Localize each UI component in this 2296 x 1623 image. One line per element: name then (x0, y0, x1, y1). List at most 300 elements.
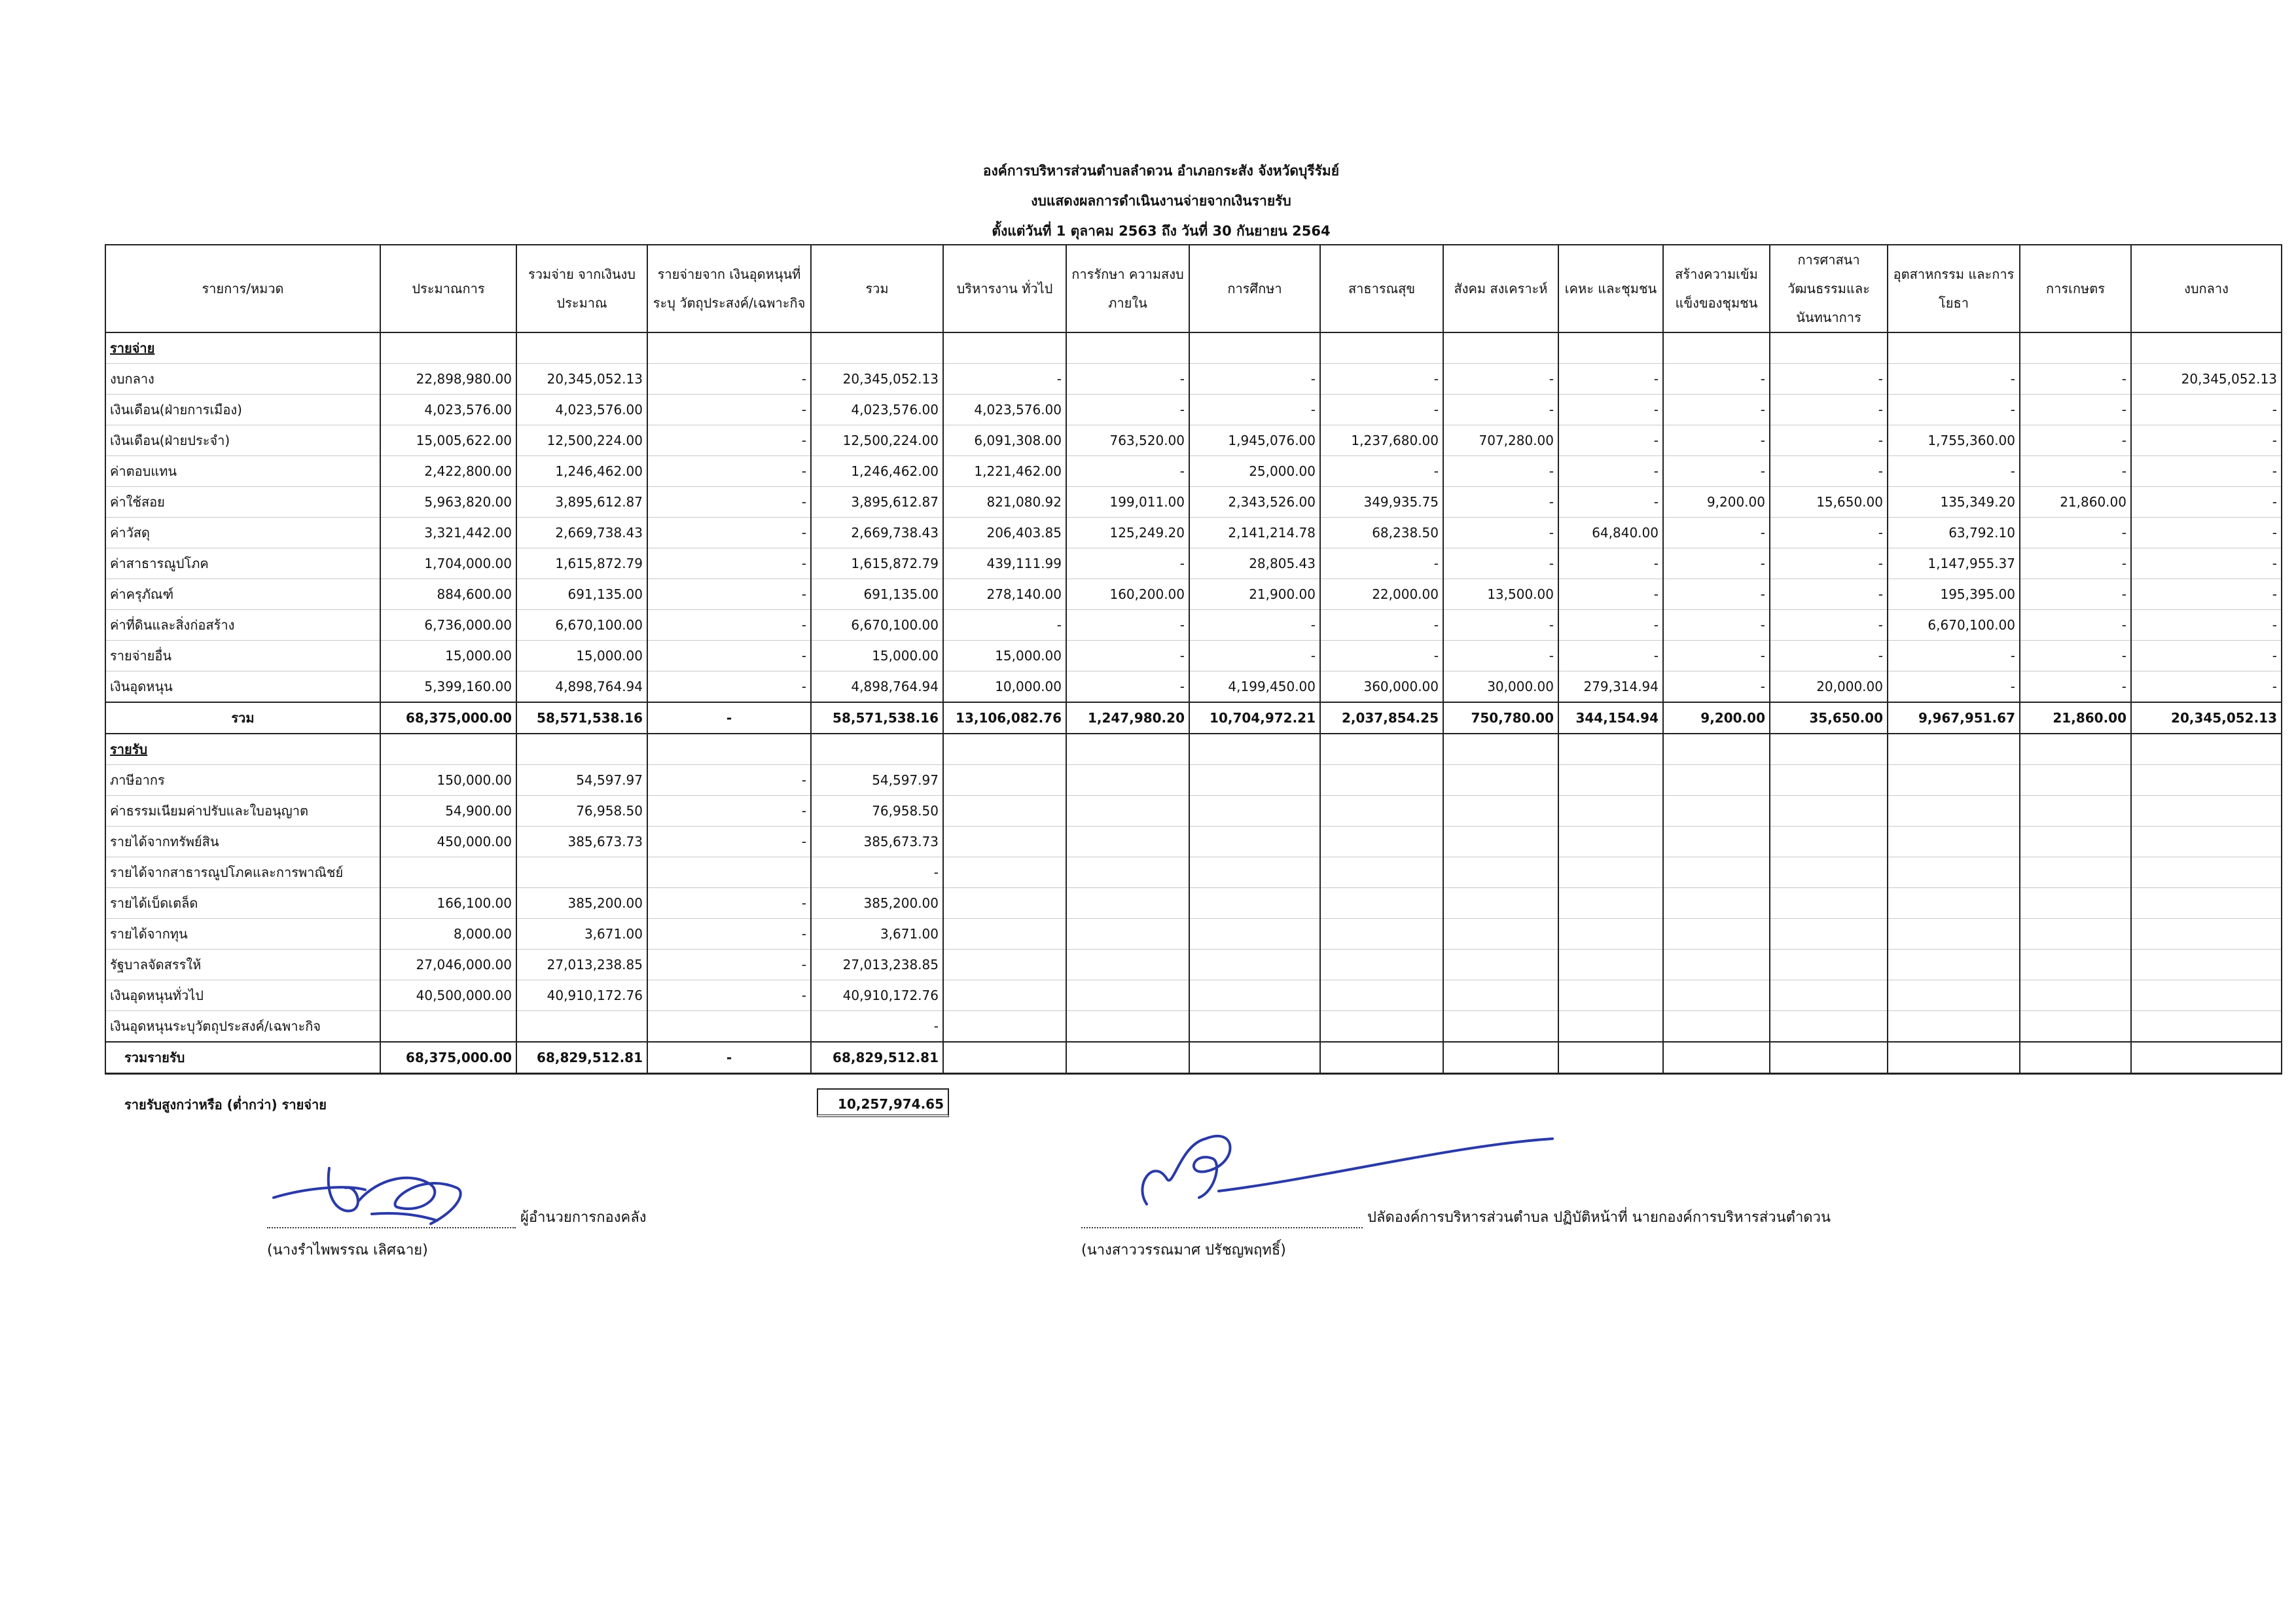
table-cell (2131, 857, 2282, 888)
table-cell (1558, 1011, 1663, 1043)
table-cell (1189, 734, 1320, 765)
table-cell: 1,615,872.79 (811, 548, 943, 579)
table-header-row (105, 245, 2282, 332)
row-label: เงินอุดหนุนระบุวัตถุประสงค์/เฉพาะกิจ (105, 1011, 380, 1043)
table-cell (1558, 796, 1663, 827)
table-cell (1320, 950, 1443, 980)
table-cell: - (1663, 610, 1770, 641)
table-row (105, 610, 2282, 641)
table-cell (1663, 1011, 1770, 1043)
table-cell (380, 734, 516, 765)
table-cell: - (1443, 456, 1558, 487)
table-cell (2131, 1042, 2282, 1074)
table-cell: - (1443, 487, 1558, 518)
table-cell (1558, 950, 1663, 980)
table-cell (1770, 796, 1888, 827)
budget-table (105, 244, 2282, 1075)
row-label: รวม (105, 702, 380, 734)
row-label: รายจ่ายอื่น (105, 641, 380, 671)
table-cell: - (647, 425, 811, 456)
table-cell: - (2020, 579, 2131, 610)
table-cell: 4,023,576.00 (811, 395, 943, 425)
table-cell: 58,571,538.16 (516, 702, 647, 734)
table-cell: 2,343,526.00 (1189, 487, 1320, 518)
table-cell (2020, 857, 2131, 888)
table-cell: 1,221,462.00 (943, 456, 1066, 487)
table-cell (1558, 980, 1663, 1011)
table-cell: - (1770, 364, 1888, 395)
table-cell (1558, 827, 1663, 857)
table-cell: 63,792.10 (1888, 518, 2020, 548)
table-cell: - (1770, 641, 1888, 671)
table-cell (1558, 765, 1663, 796)
table-cell: - (647, 487, 811, 518)
table-cell (1558, 857, 1663, 888)
column-header: รายจ่ายจาก เงินอุดหนุนที่ระบุ วัตถุประสงค์/เฉพาะกิจ (647, 245, 811, 332)
row-label: ค่าที่ดินและสิ่งก่อสร้าง (105, 610, 380, 641)
table-cell (1770, 950, 1888, 980)
table-row (105, 950, 2282, 980)
table-cell: 5,399,160.00 (380, 671, 516, 703)
table-cell (2131, 980, 2282, 1011)
table-cell (1770, 1042, 1888, 1074)
section-title: รายรับ (105, 734, 380, 765)
table-cell: - (2131, 518, 2282, 548)
table-cell: 20,345,052.13 (811, 364, 943, 395)
table-cell: 3,895,612.87 (811, 487, 943, 518)
table-cell: - (1663, 579, 1770, 610)
table-row (105, 980, 2282, 1011)
column-header: ประมาณการ (380, 245, 516, 332)
table-cell (1663, 765, 1770, 796)
table-cell (943, 827, 1066, 857)
table-cell (1066, 765, 1189, 796)
table-cell (943, 734, 1066, 765)
table-cell: - (1320, 610, 1443, 641)
table-cell (1189, 888, 1320, 919)
table-cell (1189, 950, 1320, 980)
table-cell: 385,200.00 (516, 888, 647, 919)
section-row (105, 332, 2282, 364)
table-cell: - (1663, 548, 1770, 579)
table-cell: 40,910,172.76 (516, 980, 647, 1011)
table-cell (516, 332, 647, 364)
column-header: สาธารณสุข (1320, 245, 1443, 332)
table-cell: - (2020, 518, 2131, 548)
row-label: รายได้จากทุน (105, 919, 380, 950)
left-signatory-name: (นางรำไพพรรณ เลิศฉาย) (267, 1242, 428, 1258)
table-cell: 6,670,100.00 (1888, 610, 2020, 641)
table-cell (380, 1011, 516, 1043)
table-cell: 450,000.00 (380, 827, 516, 857)
report-header (0, 156, 2296, 246)
table-cell (380, 857, 516, 888)
column-header: การรักษา ความสงบ ภายใน (1066, 245, 1189, 332)
table-cell (2020, 734, 2131, 765)
table-body (105, 332, 2282, 1074)
table-cell (1443, 1011, 1558, 1043)
row-label: ภาษีอากร (105, 765, 380, 796)
table-cell (2131, 765, 2282, 796)
table-cell (1663, 332, 1770, 364)
table-cell (516, 857, 647, 888)
table-cell: - (2020, 425, 2131, 456)
table-cell (1189, 332, 1320, 364)
table-cell: - (1320, 364, 1443, 395)
table-cell (1770, 980, 1888, 1011)
table-cell: - (1558, 456, 1663, 487)
table-cell (1443, 765, 1558, 796)
table-cell: - (1320, 548, 1443, 579)
table-cell: 6,670,100.00 (811, 610, 943, 641)
row-label: รัฐบาลจัดสรรให้ (105, 950, 380, 980)
table-cell: 68,238.50 (1320, 518, 1443, 548)
table-cell: - (647, 888, 811, 919)
table-cell (943, 857, 1066, 888)
table-cell (1066, 950, 1189, 980)
row-label: ค่าใช้สอย (105, 487, 380, 518)
row-label: เงินอุดหนุนทั่วไป (105, 980, 380, 1011)
table-cell: - (1558, 364, 1663, 395)
table-cell (1888, 1042, 2020, 1074)
table-cell: 821,080.92 (943, 487, 1066, 518)
table-cell: 707,280.00 (1443, 425, 1558, 456)
table-cell (1443, 827, 1558, 857)
table-row (105, 857, 2282, 888)
table-cell: - (1770, 425, 1888, 456)
table-cell (1189, 1011, 1320, 1043)
table-cell (1888, 980, 2020, 1011)
table-cell: - (2020, 456, 2131, 487)
table-cell: - (1888, 641, 2020, 671)
row-label: รายได้เบ็ดเตล็ด (105, 888, 380, 919)
table-cell (2131, 796, 2282, 827)
table-cell: - (1189, 641, 1320, 671)
table-cell: 12,500,224.00 (516, 425, 647, 456)
right-signatory-name: (นางสาววรรณมาศ ปรัชญพฤทธิ์) (1081, 1242, 1286, 1258)
table-cell (1558, 888, 1663, 919)
table-cell: 27,013,238.85 (811, 950, 943, 980)
table-cell (1888, 734, 2020, 765)
table-cell: - (1663, 425, 1770, 456)
column-header: สร้างความเข้ม แข็งของชุมชน (1663, 245, 1770, 332)
table-cell (1320, 332, 1443, 364)
table-cell: 4,898,764.94 (516, 671, 647, 703)
table-cell: - (2020, 364, 2131, 395)
table-cell (1066, 980, 1189, 1011)
table-cell: 4,199,450.00 (1189, 671, 1320, 703)
table-cell (1066, 827, 1189, 857)
table-cell: 884,600.00 (380, 579, 516, 610)
section-row (105, 734, 2282, 765)
table-cell (1066, 1011, 1189, 1043)
table-cell: 68,375,000.00 (380, 702, 516, 734)
table-cell: - (1066, 548, 1189, 579)
table-cell: 1,704,000.00 (380, 548, 516, 579)
table-cell: - (1558, 425, 1663, 456)
table-cell: 27,046,000.00 (380, 950, 516, 980)
column-header: รวมจ่าย จากเงินงบ ประมาณ (516, 245, 647, 332)
table-cell: 12,500,224.00 (811, 425, 943, 456)
table-cell: 40,910,172.76 (811, 980, 943, 1011)
table-cell: 8,000.00 (380, 919, 516, 950)
table-cell: 4,023,576.00 (943, 395, 1066, 425)
table-cell: 1,246,462.00 (811, 456, 943, 487)
table-cell (1320, 919, 1443, 950)
table-cell (943, 765, 1066, 796)
table-cell: - (1189, 364, 1320, 395)
row-label: ค่าวัสดุ (105, 518, 380, 548)
table-cell: - (811, 1011, 943, 1043)
table-cell (1888, 332, 2020, 364)
table-cell (2020, 950, 2131, 980)
table-cell: 76,958.50 (811, 796, 943, 827)
table-cell: - (2131, 548, 2282, 579)
table-cell (1443, 980, 1558, 1011)
table-cell: - (2020, 548, 2131, 579)
table-cell: 2,141,214.78 (1189, 518, 1320, 548)
column-header: การศาสนา วัฒนธรรมและ นันทนาการ (1770, 245, 1888, 332)
table-cell (1189, 827, 1320, 857)
table-cell: - (1888, 456, 2020, 487)
row-label: ค่าสาธารณูปโภค (105, 548, 380, 579)
column-header: อุตสาหกรรม และการโยธา (1888, 245, 2020, 332)
table-cell (1558, 919, 1663, 950)
row-label: เงินอุดหนุน (105, 671, 380, 703)
table-cell (1888, 950, 2020, 980)
table-cell (1888, 796, 2020, 827)
table-cell: - (2131, 425, 2282, 456)
table-cell: 68,375,000.00 (380, 1042, 516, 1074)
table-cell (1320, 980, 1443, 1011)
table-cell (1443, 1042, 1558, 1074)
table-cell (1066, 888, 1189, 919)
table-cell (1888, 1011, 2020, 1043)
table-cell: 1,755,360.00 (1888, 425, 2020, 456)
table-cell: 166,100.00 (380, 888, 516, 919)
table-cell (516, 734, 647, 765)
table-cell (2131, 734, 2282, 765)
table-cell: - (647, 950, 811, 980)
table-row (105, 364, 2282, 395)
table-cell: 68,829,512.81 (811, 1042, 943, 1074)
table-cell: 2,037,854.25 (1320, 702, 1443, 734)
table-cell: 28,805.43 (1189, 548, 1320, 579)
table-cell: - (647, 796, 811, 827)
table-cell (1663, 950, 1770, 980)
table-cell (647, 1011, 811, 1043)
table-cell (1888, 765, 2020, 796)
table-cell: 20,345,052.13 (2131, 364, 2282, 395)
table-cell: 1,147,955.37 (1888, 548, 2020, 579)
table-cell (2020, 1042, 2131, 1074)
table-row (105, 548, 2282, 579)
table-cell: - (943, 364, 1066, 395)
table-cell: - (2131, 610, 2282, 641)
table-cell (1770, 857, 1888, 888)
table-cell: - (1770, 456, 1888, 487)
table-cell: - (2020, 641, 2131, 671)
table-cell: 76,958.50 (516, 796, 647, 827)
net-result-value: 10,257,974.65 (817, 1088, 949, 1117)
table-cell: - (1558, 487, 1663, 518)
table-cell: 54,597.97 (516, 765, 647, 796)
table-cell: 344,154.94 (1558, 702, 1663, 734)
table-cell: 4,023,576.00 (380, 395, 516, 425)
table-cell: - (1443, 548, 1558, 579)
table-cell (1663, 980, 1770, 1011)
org-title: องค์การบริหารส่วนตำบลลำดวน อำเภอกระสัง จังหวัดบุรีรัมย์ (982, 163, 1340, 179)
table-cell (2020, 765, 2131, 796)
table-cell (2131, 827, 2282, 857)
table-cell (1663, 796, 1770, 827)
table-row (105, 796, 2282, 827)
table-cell: 15,000.00 (380, 641, 516, 671)
table-row (105, 888, 2282, 919)
table-cell (1663, 919, 1770, 950)
table-cell (2020, 827, 2131, 857)
table-cell: - (1770, 548, 1888, 579)
table-cell: 1,615,872.79 (516, 548, 647, 579)
table-cell: - (1443, 641, 1558, 671)
table-cell: - (1663, 671, 1770, 703)
table-cell: - (1066, 641, 1189, 671)
table-cell: 1,237,680.00 (1320, 425, 1443, 456)
row-label: เงินเดือน(ฝ่ายการเมือง) (105, 395, 380, 425)
table-cell: 6,091,308.00 (943, 425, 1066, 456)
row-label: งบกลาง (105, 364, 380, 395)
column-header: สังคม สงเคราะห์ (1443, 245, 1558, 332)
table-cell (647, 734, 811, 765)
table-cell: 27,013,238.85 (516, 950, 647, 980)
table-cell: 22,898,980.00 (380, 364, 516, 395)
table-cell: 35,650.00 (1770, 702, 1888, 734)
table-cell (1189, 1042, 1320, 1074)
table-cell: - (1066, 395, 1189, 425)
table-cell (2020, 919, 2131, 950)
table-cell (1770, 1011, 1888, 1043)
table-cell: - (1189, 610, 1320, 641)
table-cell: 349,935.75 (1320, 487, 1443, 518)
table-cell (943, 980, 1066, 1011)
table-cell: - (1066, 671, 1189, 703)
table-row (105, 518, 2282, 548)
table-cell (1320, 1042, 1443, 1074)
table-cell: 385,673.73 (811, 827, 943, 857)
table-cell: 160,200.00 (1066, 579, 1189, 610)
table-cell: - (2131, 456, 2282, 487)
table-cell: - (2020, 671, 2131, 703)
table-cell: - (647, 456, 811, 487)
table-cell (1189, 857, 1320, 888)
table-cell: - (647, 579, 811, 610)
table-cell: - (1888, 364, 2020, 395)
signature-mark-right (1127, 1119, 1585, 1217)
table-cell (1770, 332, 1888, 364)
column-header: บริหารงาน ทั่วไป (943, 245, 1066, 332)
table-cell: - (1888, 671, 2020, 703)
table-cell: - (647, 919, 811, 950)
column-header: งบกลาง (2131, 245, 2282, 332)
table-cell (943, 796, 1066, 827)
table-cell: - (811, 857, 943, 888)
table-cell: 20,345,052.13 (516, 364, 647, 395)
table-cell: - (2020, 610, 2131, 641)
table-cell (1443, 796, 1558, 827)
table-row (105, 425, 2282, 456)
table-cell: 13,106,082.76 (943, 702, 1066, 734)
right-signatory-title: ปลัดองค์การบริหารส่วนตำบล ปฏิบัติหน้าที่ นายกองค์การบริหารส่วนตำดวน (1367, 1209, 1831, 1226)
table-cell (2020, 980, 2131, 1011)
table-row (105, 395, 2282, 425)
table-cell (1770, 888, 1888, 919)
table-cell: 206,403.85 (943, 518, 1066, 548)
table-cell: - (1066, 364, 1189, 395)
table-cell: 15,005,622.00 (380, 425, 516, 456)
table-cell: 21,860.00 (2020, 487, 2131, 518)
table-row (105, 1011, 2282, 1043)
table-cell (2131, 950, 2282, 980)
table-cell: 54,597.97 (811, 765, 943, 796)
table-cell: 3,671.00 (516, 919, 647, 950)
table-row (105, 579, 2282, 610)
signature-block-left (267, 1152, 647, 1270)
table-cell (2020, 332, 2131, 364)
table-cell: - (1558, 395, 1663, 425)
table-row (105, 919, 2282, 950)
table-cell: - (1663, 395, 1770, 425)
table-cell: - (2131, 395, 2282, 425)
table-cell: - (2131, 641, 2282, 671)
table-cell (2131, 1011, 2282, 1043)
table-cell (2020, 796, 2131, 827)
table-cell (1443, 857, 1558, 888)
table-cell: 195,395.00 (1888, 579, 2020, 610)
report-title: งบแสดงผลการดำเนินงานจ่ายจากเงินรายรับ (1031, 193, 1291, 209)
table-cell (1066, 734, 1189, 765)
table-cell (1663, 827, 1770, 857)
table-cell (2020, 1011, 2131, 1043)
table-cell: - (647, 548, 811, 579)
table-cell (1888, 857, 2020, 888)
table-cell: - (1558, 579, 1663, 610)
table-cell: 6,670,100.00 (516, 610, 647, 641)
table-cell: - (1066, 456, 1189, 487)
table-cell (1888, 827, 2020, 857)
column-header: การเกษตร (2020, 245, 2131, 332)
table-cell: 40,500,000.00 (380, 980, 516, 1011)
table-cell: 10,704,972.21 (1189, 702, 1320, 734)
column-header: รวม (811, 245, 943, 332)
table-cell (1888, 919, 2020, 950)
table-cell: 763,520.00 (1066, 425, 1189, 456)
table-cell: - (1189, 395, 1320, 425)
table-cell (1320, 796, 1443, 827)
table-cell: - (647, 395, 811, 425)
table-cell (647, 857, 811, 888)
table-cell: 54,900.00 (380, 796, 516, 827)
table-cell: 58,571,538.16 (811, 702, 943, 734)
table-cell: 2,422,800.00 (380, 456, 516, 487)
table-row (105, 765, 2282, 796)
table-cell: - (1888, 395, 2020, 425)
table-cell (2131, 919, 2282, 950)
table-cell: - (647, 702, 811, 734)
table-cell (1320, 827, 1443, 857)
table-cell (1770, 765, 1888, 796)
table-cell (1320, 857, 1443, 888)
table-cell: - (2020, 395, 2131, 425)
